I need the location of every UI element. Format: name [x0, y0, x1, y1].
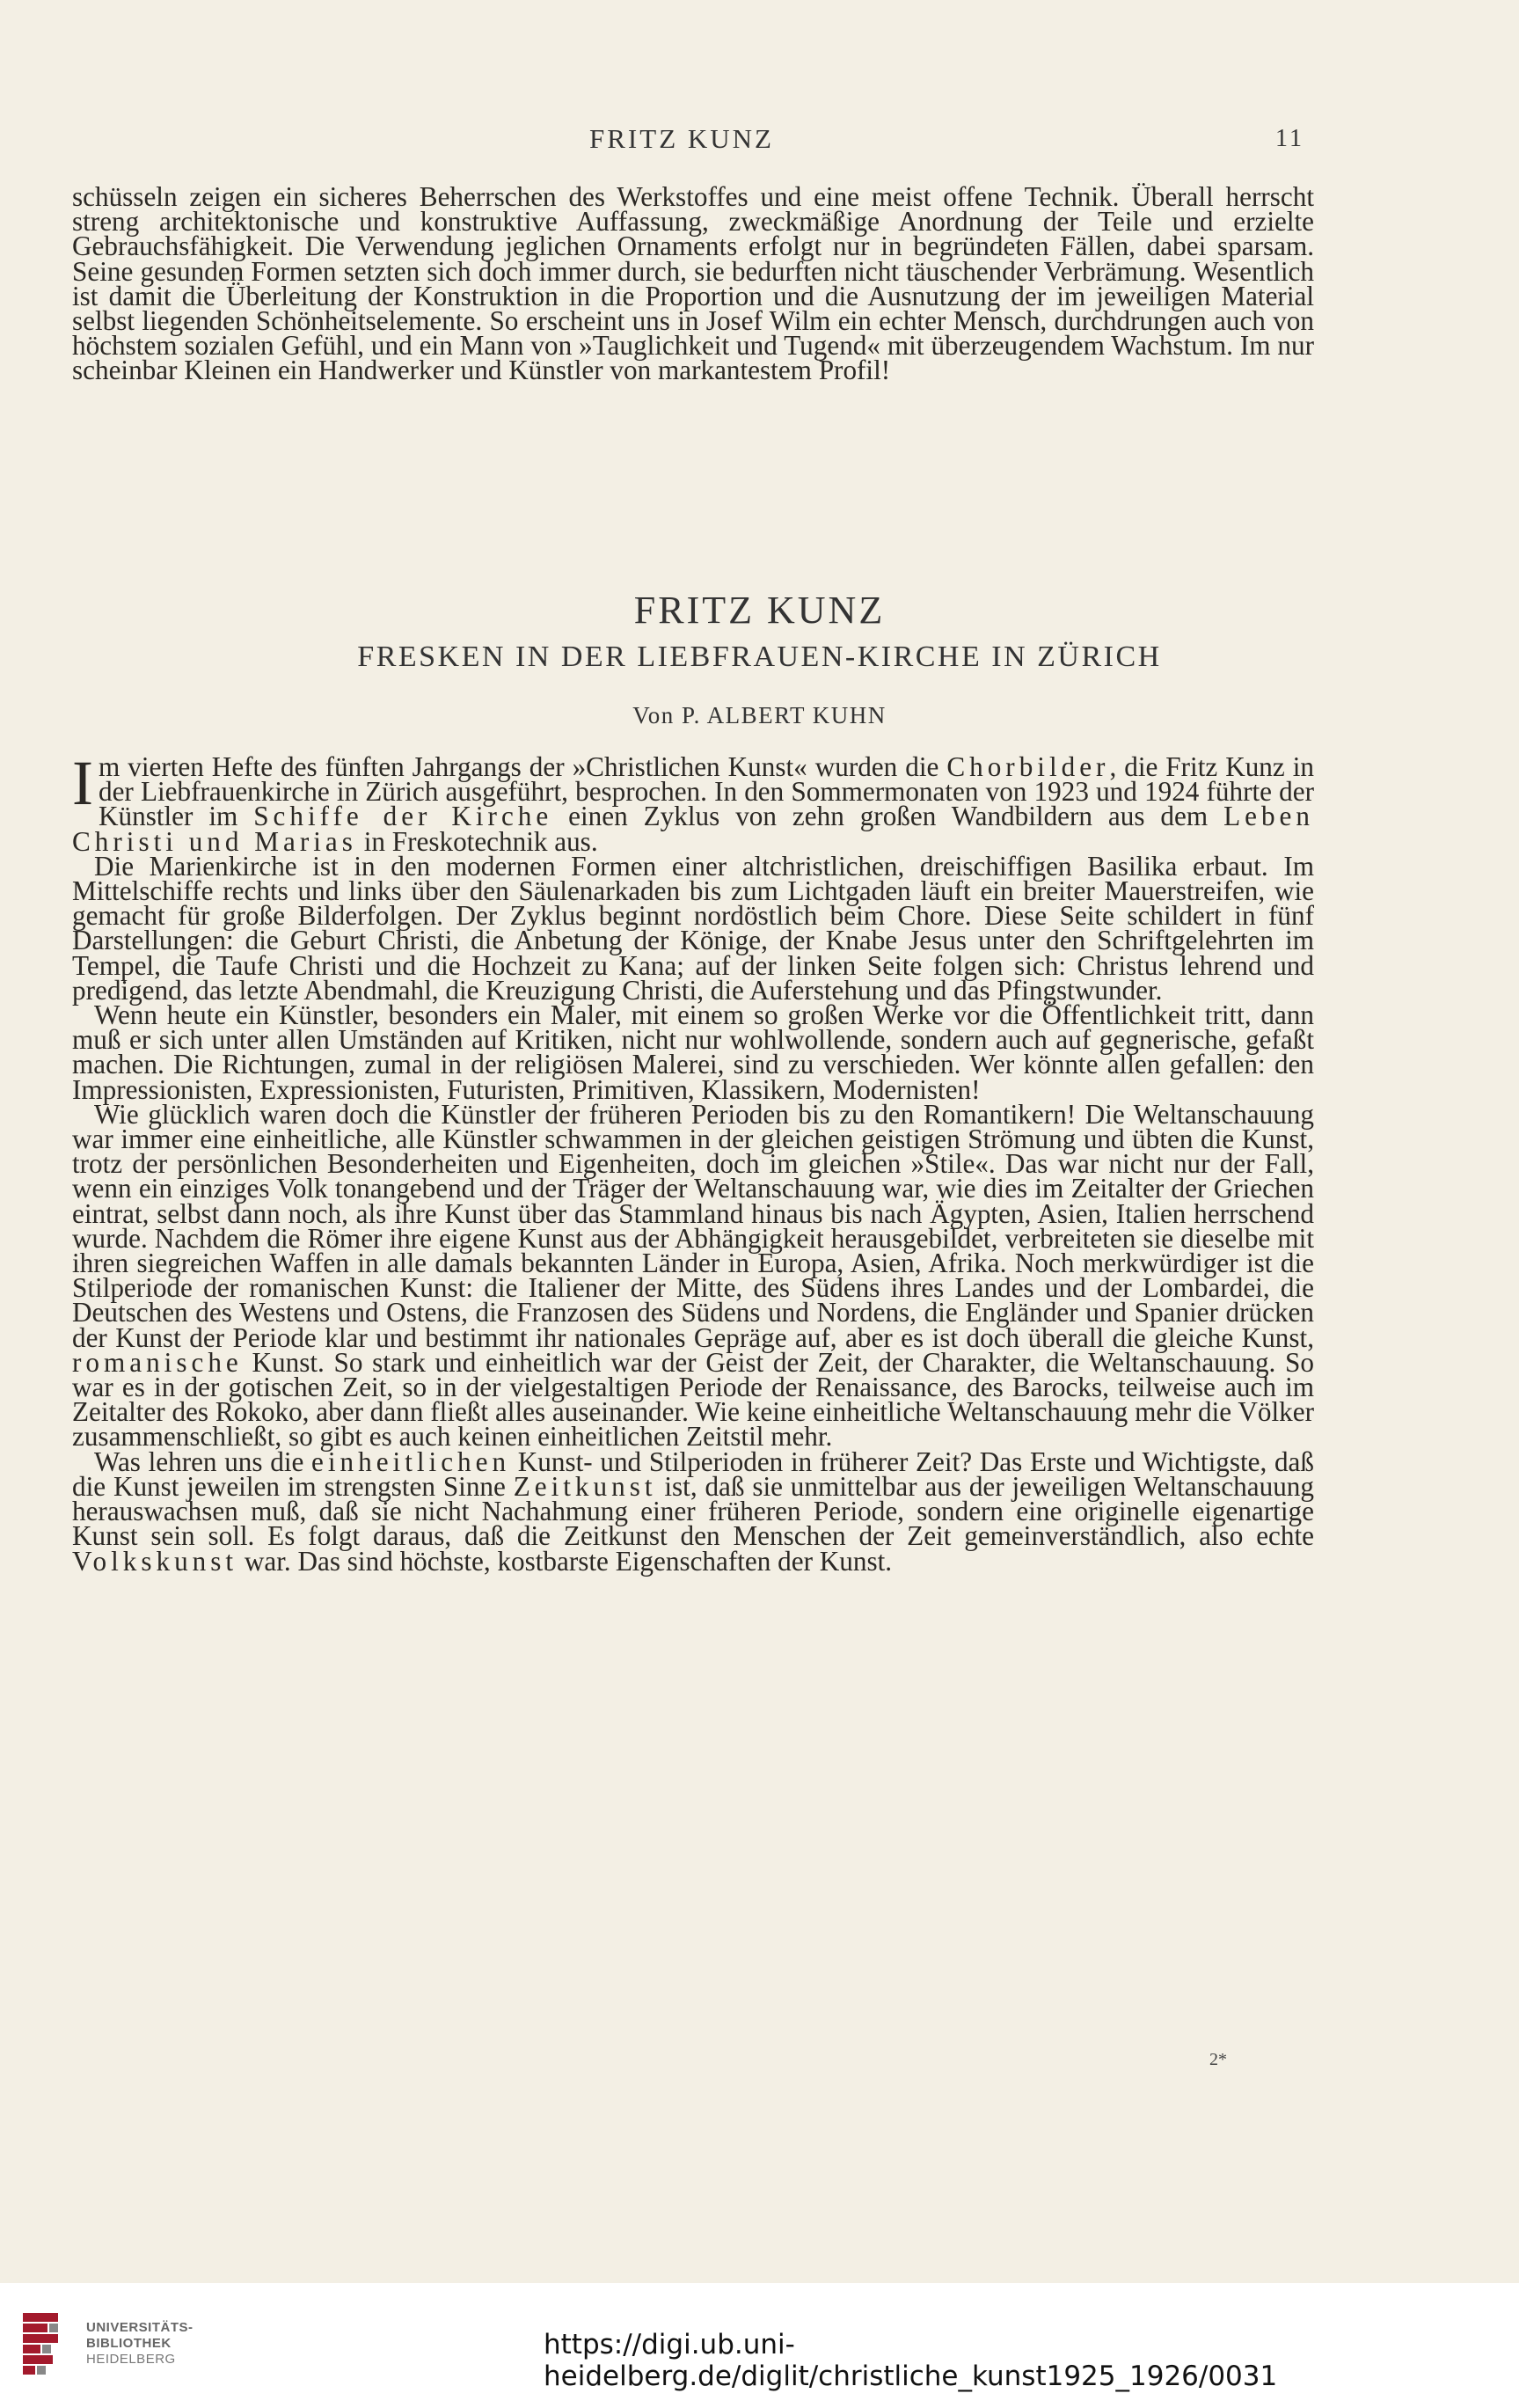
signature-mark: 2*	[1209, 2050, 1227, 2069]
paragraph-5-f: Volkskunst	[72, 1545, 238, 1577]
intro-paragraph: schüsseln zeigen ein sicheres Beherrschen des Werkstoffes und eine meist offene Technik. Überall herrscht streng architektonische und konstruktive Auffassung, zweckmäßige Anordnung der Teile und erzielte Gebrauchsfähigkeit. Die Verwendung jeglichen Ornaments erfolgt nur in begründeten Fällen, dabei sparsam. Seine gesunden Formen setzten sich doch immer durch, sie bedurften nicht täuschender Verbrämung. Wesentlich ist damit die Überleitung der Konstruktion in die Proportion und die Ausnutzung der im jeweiligen Material selbst liegenden Schönheitselemente. So erscheint uns in Josef Wilm ein echter Mensch, durchdrungen auch von höchstem sozialen Gefühl, und ein Mann von »Tauglichkeit und Tugend« mit überzeugendem Wachstum. Im nur scheinbar Kleinen ein Handwerker und Künstler von markantestem Profil!	[72, 181, 1314, 386]
drop-cap: I	[72, 748, 93, 818]
paragraph-3: Wenn heute ein Künstler, besonders ein Maler, mit einem so großen Werke vor die Öffentlichkeit tritt, dann muß er sich unter allen Umständen auf Kritiken, nicht nur wohlwollende, sondern auch auf gegnerische, gefaßt machen. Die Richtungen, zumal in der religiösen Malerei, sind zu verschieden. Wer könnte allen gefallen: den Impressionisten, Expressionisten, Futuristen, Primitiven, Klassikern, Modernisten!	[72, 999, 1314, 1105]
footer-bar	[0, 2283, 1519, 2408]
paragraph-1-a: m vierten Hefte des fünften Jahrgangs der »Christlichen Kunst« wurden die	[98, 751, 947, 782]
paragraph-1-e: einen Zyklus von zehn großen Wandbildern aus dem	[552, 801, 1224, 832]
paragraph-1-b: Chorbilder	[946, 751, 1110, 782]
paragraph-1	[72, 748, 1314, 857]
paragraph-5	[72, 1446, 1314, 1577]
paragraph-5-d: Zeitkunst	[513, 1470, 657, 1502]
running-head: FRITZ KUNZ	[589, 123, 774, 154]
paragraph-1-g: in Freskotechnik aus.	[356, 825, 598, 857]
paragraph-5-a: Was lehren uns die	[94, 1446, 312, 1477]
paragraph-1-c: , die Fritz Kunz in der Liebfrauenkirche in Zürich ausgeführt, besprochen. In den Sommermonaten von 1923 und 1924 führte der Künstler im	[98, 751, 1314, 832]
paragraph-1-f: Leben Christi und Marias	[72, 801, 1314, 857]
library-name	[86, 2320, 194, 2368]
paragraph-5-c: Kunst- und Stilperioden in früherer Zeit? Das Erste und Wichtigste, daß die Kunst jeweilen im strengsten Sinne	[72, 1446, 1314, 1502]
paragraph-5-g: war. Das sind höchste, kostbarste Eigenschaften der Kunst.	[237, 1545, 893, 1577]
library-line-2: BIBLIOTHEK	[86, 2336, 172, 2351]
paragraph-2: Die Marienkirche ist in den modernen Formen einer altchristlichen, dreischiffigen Basilika erbaut. Im Mittelschiffe rechts und links über den Säulenarkaden bis zum Lichtgaden läuft ein breiter Mauerstreifen, wie gemacht für große Bilderfolgen. Der Zyklus beginnt nordöstlich beim Chore. Diese Seite schildert in fünf Darstellungen: die Geburt Christi, die Anbetung der Könige, der Knabe Jesus unter den Schriftgelehrten im Tempel, die Taufe Christi und die Hochzeit zu Kana; auf der linken Seite folgen sich: Christus lehrend und predigend, das letzte Abendmahl, die Kreuzigung Christi, die Auferstehung und das Pfingstwunder.	[72, 850, 1314, 1006]
intro-text	[72, 181, 1314, 386]
page-number: 11	[1275, 125, 1304, 152]
library-line-1: UNIVERSITÄTS-	[86, 2320, 194, 2335]
paragraph-1-d: Schiffe der Kirche	[253, 801, 553, 832]
article-subtitle: FRESKEN IN DER LIEBFRAUEN-KIRCHE IN ZÜRICH	[357, 640, 1162, 673]
university-library-logo-icon	[16, 2308, 77, 2387]
paragraph-4-b: romanische	[72, 1346, 243, 1378]
article-body	[72, 748, 1314, 1577]
paragraph-5-e: ist, daß sie unmittelbar aus der jeweiligen Weltanschauung herauswachsen muß, daß sie nicht Nachahmung einer früheren Periode, sondern eine originelle eigenartige Kunst sein soll. Es folgt daraus, daß die Zeitkunst den Menschen der Zeit gemeinverständlich, also echte	[72, 1470, 1314, 1552]
source-url[interactable]: https://digi.ub.uni-heidelberg.de/diglit/christliche_kunst1925_1926/0031	[544, 2329, 1278, 2392]
paragraph-4-a: Wie glücklich waren doch die Künstler der früheren Perioden bis zu den Romantikern! Die Weltanschauung war immer eine einheitliche, alle Künstler schwammen in der gleichen geistigen Strömung und übten die Kunst, trotz der persönlichen Besonderheiten und Eigenheiten, doch im gleichen »Stile«. Das war nicht nur der Fall, wenn ein einziges Volk tonangebend und der Träger der Weltanschauung war, wie dies im Zeitalter der Griechen eintrat, selbst dann noch, als ihre Kunst über das Stammland hinaus bis nach Ägypten, Asien, Italien herrschend wurde. Nachdem die Römer ihre eigene Kunst aus der Abhängigkeit herausgebildet, verbreiteten sie dieselbe mit ihren siegreichen Waffen in alle damals bekannten Länder in Europa, Asien, Afrika. Noch merkwürdiger ist die Stilperiode der romanischen Kunst: die Italiener der Mitte, des Südens ihres Landes und der Lombardei, die Deutschen des Westens und Ostens, die Franzosen des Südens und Nordens, die Engländer und Spanier drücken der Kunst der Periode klar und bestimmt ihr nationales Gepräge auf, aber es ist doch überall die gleiche Kunst,	[72, 1098, 1314, 1353]
paragraph-5-b: einheitlichen	[311, 1446, 511, 1477]
paragraph-4	[72, 1098, 1314, 1453]
article-title: FRITZ KUNZ	[633, 589, 886, 632]
library-line-3: HEIDELBERG	[86, 2352, 176, 2367]
paragraph-4-c: Kunst. So stark und einheitlich war der Geist der Zeit, der Charakter, die Weltanschauung. So war es in der gotischen Zeit, so in der vielgestaltigen Periode der Renaissance, des Barocks, teilweise auch im Zeitalter des Rokoko, aber dann fließt alles auseinander. Wie keine einheitliche Weltanschauung mehr die Völker zusammenschließt, so gibt es auch keinen einheitlichen Zeitstil mehr.	[72, 1346, 1314, 1453]
article-byline: Von P. ALBERT KUHN	[632, 702, 887, 728]
